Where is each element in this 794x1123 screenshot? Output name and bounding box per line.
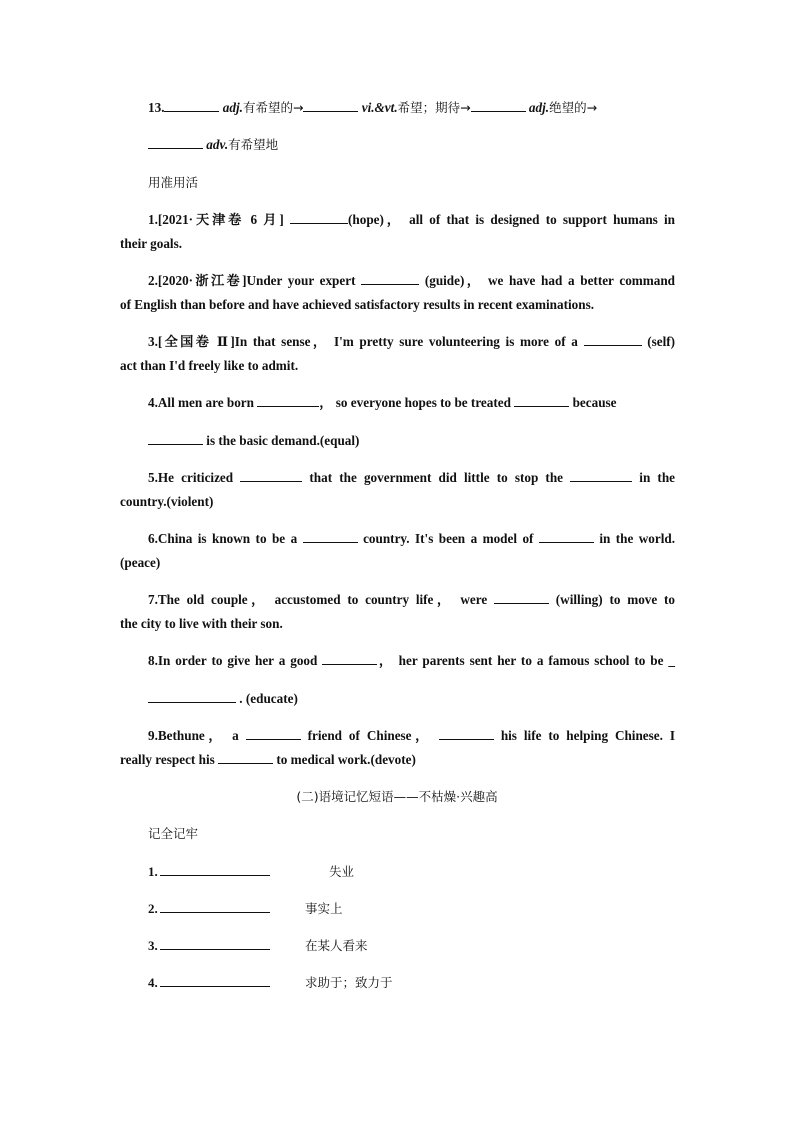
section2-title: (二)语境记忆短语——不枯燥·兴趣高: [296, 789, 498, 804]
answer-blank[interactable]: [584, 333, 642, 346]
q13-meaning-3: 绝望的: [549, 100, 587, 115]
q13-pos-adj-2: adj.: [528, 100, 550, 115]
answer-blank[interactable]: [218, 751, 273, 764]
item-4-text-b: ， so everyone hopes to be treated: [319, 395, 511, 410]
phrase-number: 1.: [148, 864, 158, 879]
item-8-hint: . (educate): [239, 691, 298, 706]
q13-pos-adj: adj.: [222, 100, 243, 115]
answer-blank[interactable]: [439, 727, 494, 740]
q13-meaning-1: 有希望的: [242, 100, 293, 115]
answer-blank[interactable]: [240, 469, 302, 482]
section-heading-memorize: 记全记牢: [148, 826, 199, 841]
answer-blank[interactable]: [160, 974, 270, 987]
item-9-text-c: his life to helping Chinese. I: [500, 728, 675, 743]
item-4-line2: [148, 432, 675, 450]
answer-blank[interactable]: [303, 530, 358, 543]
answer-blank[interactable]: [246, 727, 301, 740]
arrow-icon: →: [460, 100, 471, 115]
q13-meaning-2: 希望；期待: [397, 100, 461, 115]
answer-blank[interactable]: [160, 863, 270, 876]
item-2-text-b: (guide)， we have had a better command: [424, 273, 676, 288]
q13-pos-verb: vi.&vt.: [361, 100, 398, 115]
q13-line1: [148, 99, 675, 117]
answer-blank[interactable]: [471, 99, 526, 112]
item-4-text-c: because: [572, 395, 617, 410]
answer-blank[interactable]: [539, 530, 594, 543]
item-1-line1: [148, 211, 675, 229]
answer-blank[interactable]: [148, 136, 203, 149]
item-9-line1: [148, 727, 675, 745]
item-5-text-c: in the: [639, 470, 676, 485]
phrase-number: 4.: [148, 975, 158, 990]
section-heading-use: 用准用活: [148, 175, 199, 190]
item-4-text: 4.All men are born: [148, 395, 254, 410]
item-7-line2: the city to live with their son.: [120, 616, 283, 631]
item-9-text: 9.Bethune， a: [148, 728, 239, 743]
phrase-meaning-2: 事实上: [305, 901, 343, 916]
item-5-text-b: that the government did little to stop the: [309, 470, 564, 485]
item-1-line2: their goals.: [120, 236, 183, 251]
answer-blank[interactable]: [257, 394, 319, 407]
q13-meaning-4: 有希望地: [228, 137, 279, 152]
answer-blank[interactable]: [361, 272, 419, 285]
q13-line2: [148, 136, 675, 154]
item-9-hint: to medical work.(devote): [276, 752, 416, 767]
item-6-text-c: in the world.: [599, 531, 676, 546]
item-9-line2: [120, 751, 675, 769]
answer-blank[interactable]: [148, 432, 203, 445]
phrase-number: 2.: [148, 901, 158, 916]
answer-blank[interactable]: [322, 652, 377, 665]
phrase-number: 3.: [148, 938, 158, 953]
item-4-hint: is the basic demand.(equal): [206, 433, 360, 448]
item-6-line1: [148, 530, 675, 548]
item-6-line2: (peace): [120, 555, 161, 570]
item-9-text-b: friend of Chinese，: [307, 728, 432, 743]
answer-blank[interactable]: [570, 469, 632, 482]
answer-blank[interactable]: [290, 211, 348, 224]
answer-blank[interactable]: [164, 99, 219, 112]
item-9-text-d: really respect his: [120, 752, 215, 767]
item-7-text: 7.The old couple， accustomed to country life， were: [148, 592, 488, 607]
item-8-line2: [148, 690, 675, 708]
item-5-line1: [148, 469, 675, 487]
item-2-line2: of English than before and have achieved satisfactory results in recent examinations.: [120, 297, 595, 312]
answer-blank[interactable]: [494, 591, 549, 604]
item-5-text: 5.He criticized: [148, 470, 234, 485]
item-8-text-b: ， her parents sent her to a famous school to be _: [377, 653, 676, 668]
arrow-icon: →: [292, 100, 304, 115]
phrase-item-1: [148, 863, 270, 881]
item-3-text: 3.[全国卷 Ⅱ]In that sense， I'm pretty sure volunteering is more of a: [148, 334, 578, 349]
item-3-line1: [148, 333, 675, 351]
answer-blank[interactable]: [160, 900, 270, 913]
answer-blank[interactable]: [160, 937, 270, 950]
item-2-text: 2.[2020·浙江卷]Under your expert: [148, 273, 356, 288]
q13-number: 13.: [148, 100, 165, 115]
answer-blank[interactable]: [303, 99, 358, 112]
phrase-item-4: [148, 974, 270, 992]
item-1-text: (hope)， all of that is designed to support humans in: [348, 212, 675, 227]
q13-pos-adv: adv.: [206, 137, 229, 152]
item-8-text: 8.In order to give her a good: [148, 653, 318, 668]
answer-blank[interactable]: [514, 394, 569, 407]
item-3-hint: (self): [647, 334, 676, 349]
phrase-meaning-4: 求助于；致力于: [305, 975, 393, 990]
item-8-line1: [148, 652, 675, 670]
item-1-source: 1.[2021·天津卷 6 月]: [148, 212, 284, 227]
answer-blank[interactable]: [148, 690, 178, 703]
item-5-line2: country.(violent): [120, 494, 214, 509]
phrase-meaning-3: 在某人看来: [305, 938, 368, 953]
phrase-item-2: [148, 900, 270, 918]
item-7-hint: (willing) to move to: [555, 592, 676, 607]
arrow-icon: →: [586, 100, 598, 115]
item-3-line2: act than I'd freely like to admit.: [120, 358, 299, 373]
item-4-line1: [148, 394, 648, 412]
phrase-item-3: [148, 937, 270, 955]
answer-blank[interactable]: [178, 690, 236, 703]
item-7-line1: [148, 591, 675, 609]
phrase-meaning-1: 失业: [329, 864, 355, 879]
item-2-line1: [148, 272, 675, 290]
item-6-text-b: country. It's been a model of: [363, 531, 534, 546]
item-6-text: 6.China is known to be a: [148, 531, 298, 546]
